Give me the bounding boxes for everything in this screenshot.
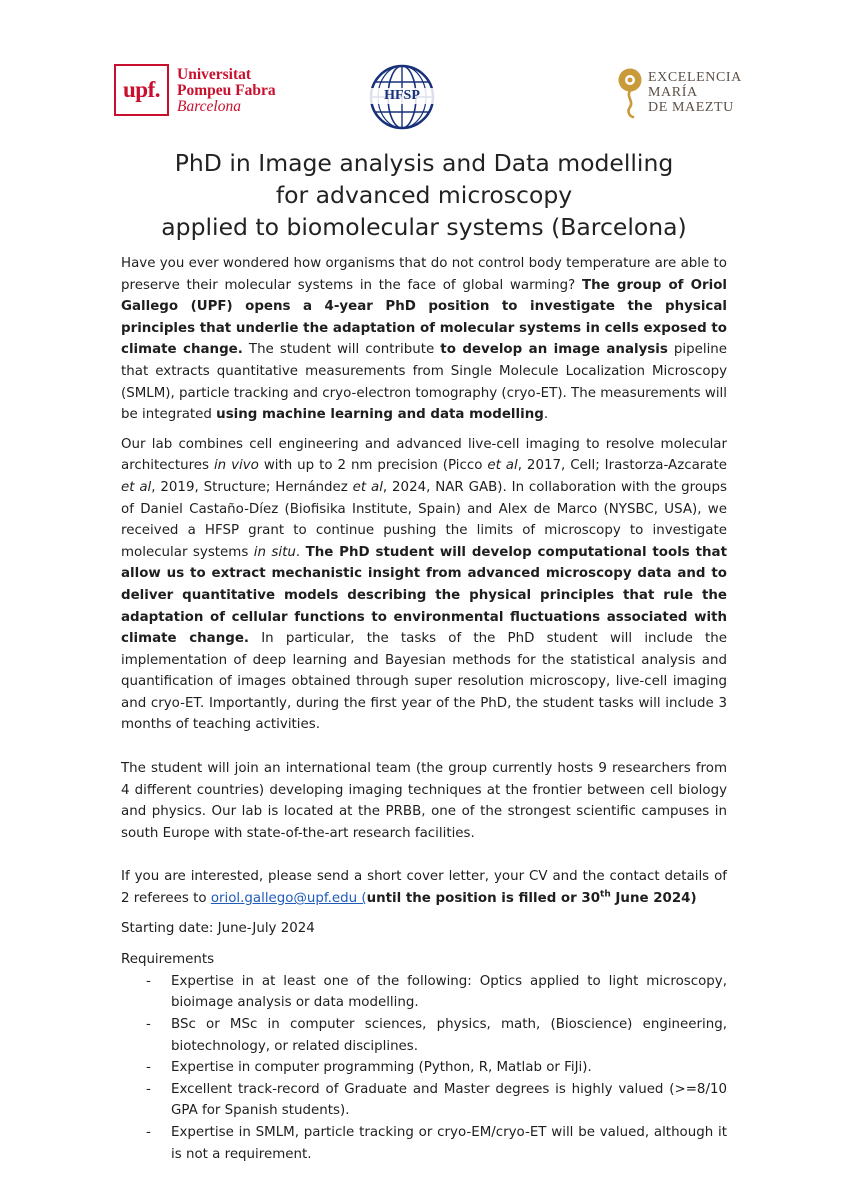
emm-line1: EXCELENCIA	[648, 70, 742, 85]
bullet-dash: -	[146, 1060, 151, 1076]
requirement-text: Expertise in computer programming (Python, R, Matlab or FiJi).	[171, 1060, 592, 1076]
p1-text-3: pipeline that extracts quantitative measurements from Single Molecule Localization Microscopy (SMLM), particle tracking and cryo-electron tomography (cryo-ET). The measurements will be integrated	[121, 342, 728, 423]
upf-logo-mark: upf.	[123, 77, 160, 102]
maria-de-maeztu-emblem-icon	[616, 67, 644, 119]
p4-text-1: If you are interested, please send a short cover letter, your CV and the contact details of 2 referees to	[121, 869, 727, 907]
application-paragraph	[121, 866, 727, 909]
bullet-dash: -	[146, 1124, 151, 1140]
p1-text-1: Have you ever wondered how organisms that do not control body temperature are able to preserve their molecular systems in the face of global warming?	[121, 256, 727, 293]
p2-text-6: .	[295, 544, 306, 560]
upf-logo-line2: Pompeu Fabra	[177, 82, 276, 99]
p2-italic-2: et al	[487, 458, 518, 474]
maria-de-maeztu-logo	[616, 67, 746, 119]
paragraph-spacer	[121, 852, 727, 866]
requirement-item	[146, 1014, 727, 1057]
paragraph-spacer	[121, 744, 727, 758]
p2-text-1: Our lab combines cell engineering and advanced live-cell imaging to resolve molecular architectures	[121, 436, 727, 474]
hfsp-logo	[369, 64, 435, 130]
p2-text-5: , 2024, NAR GAB). In collaboration with the groups of Daniel Castaño-Díez (Biofisika Institute, Spain) and Alex de Marco (NYSBC, USA), we received a HFSP grant to continue pushing the limits of microscopy to investigate molecular systems	[121, 479, 728, 560]
upf-logo-text	[177, 67, 276, 115]
p2-italic-5: in situ	[253, 544, 296, 560]
requirements-heading: Requirements	[121, 952, 215, 968]
team-paragraph: The student will join an international team (the group currently hosts 9 researchers from 4 different countries) developing imaging techniques at the frontier between cell biology and physics. Our lab is located at the PRBB, one of the strongest scientific campuses in south Europe with state-of-the-art research facilities.	[121, 761, 727, 841]
p2-italic-3: et al	[121, 479, 152, 495]
upf-logo-line3: Barcelona	[177, 98, 241, 115]
p2-text-3: , 2017, Cell; Irastorza-Azcarate	[517, 458, 727, 474]
title-line3: applied to biomolecular systems (Barcelona)	[161, 212, 687, 241]
p4-bold-2: June 2024)	[610, 891, 697, 907]
contact-email-link[interactable]: oriol.gallego@upf.edu (	[210, 891, 367, 907]
emm-line3: DE MAEZTU	[648, 100, 734, 115]
requirement-text: Excellent track-record of Graduate and Master degrees is highly valued (>=8/10 GPA for Spanish students).	[171, 1081, 727, 1119]
bullet-dash: -	[146, 1081, 151, 1097]
requirements-list	[121, 971, 727, 1165]
p4-bold-1: until the position is filled or 30	[366, 891, 601, 907]
p2-text-4: , 2019, Structure; Hernández	[151, 479, 353, 495]
requirement-text: Expertise in at least one of the following: Optics applied to light microscopy, bioimage analysis or data modelling.	[171, 973, 727, 1011]
title-line1: PhD in Image analysis and Data modelling	[174, 148, 674, 177]
title-line2: for advanced microscopy	[275, 180, 573, 209]
lab-paragraph	[121, 434, 727, 736]
requirement-item	[146, 971, 727, 1014]
maria-de-maeztu-text	[648, 70, 742, 115]
intro-paragraph	[121, 253, 727, 426]
p4-superscript: th	[600, 889, 611, 900]
bullet-dash: -	[146, 973, 151, 989]
p2-text-7: In particular, the tasks of the PhD student will include the implementation of deep learning and Bayesian methods for the statistical analysis and quantification of images obtained through super resolution microscopy, live-cell imaging and cryo-ET. Importantly, during the first year of the PhD, the student tasks will include 3 months of teaching activities.	[121, 631, 728, 733]
starting-date: Starting date: June-July 2024	[121, 920, 315, 936]
requirement-text: BSc or MSc in computer sciences, physics, math, (Bioscience) engineering, biotechnology, or related disciplines.	[171, 1017, 727, 1054]
posting-body	[121, 253, 727, 1165]
p2-italic-4: et al	[352, 479, 383, 495]
upf-logo-line1: Universitat	[177, 66, 252, 83]
requirement-item	[146, 1122, 727, 1165]
p1-bold-2: to develop an image analysis	[440, 342, 668, 358]
p1-bold-3: using machine learning and data modelling	[216, 407, 544, 423]
upf-logo-mark-box	[114, 64, 169, 116]
p1-text-4: .	[543, 407, 549, 423]
p1-text-2: The student will contribute	[242, 342, 441, 358]
requirement-text: Expertise in SMLM, particle tracking or cryo-EM/cryo-ET will be valued, although it is not a requirement.	[171, 1124, 727, 1162]
upf-logo	[114, 64, 286, 120]
p2-bold-1: The PhD student will develop computational tools that allow us to extract mechanistic insight from advanced microscopy data and to deliver quantitative models describing the physical principles that rule the adaptation of cellular functions to environmental fluctuations associated with climate change.	[121, 544, 727, 647]
requirement-item	[146, 1079, 727, 1122]
p1-bold-1: The group of Oriol Gallego (UPF) opens a 4-year PhD position to investigate the physical principles that underlie the adaptation of molecular systems in cells exposed to climate change.	[121, 277, 727, 358]
emm-line2: MARÍA	[648, 85, 698, 100]
p2-italic-1: in vivo	[213, 458, 259, 474]
page-title	[100, 147, 748, 243]
hfsp-logo-label: HFSP	[369, 88, 435, 104]
bullet-dash: -	[146, 1017, 151, 1032]
p2-text-2: with up to 2 nm precision (Picco	[258, 458, 488, 474]
requirement-item	[146, 1057, 727, 1079]
